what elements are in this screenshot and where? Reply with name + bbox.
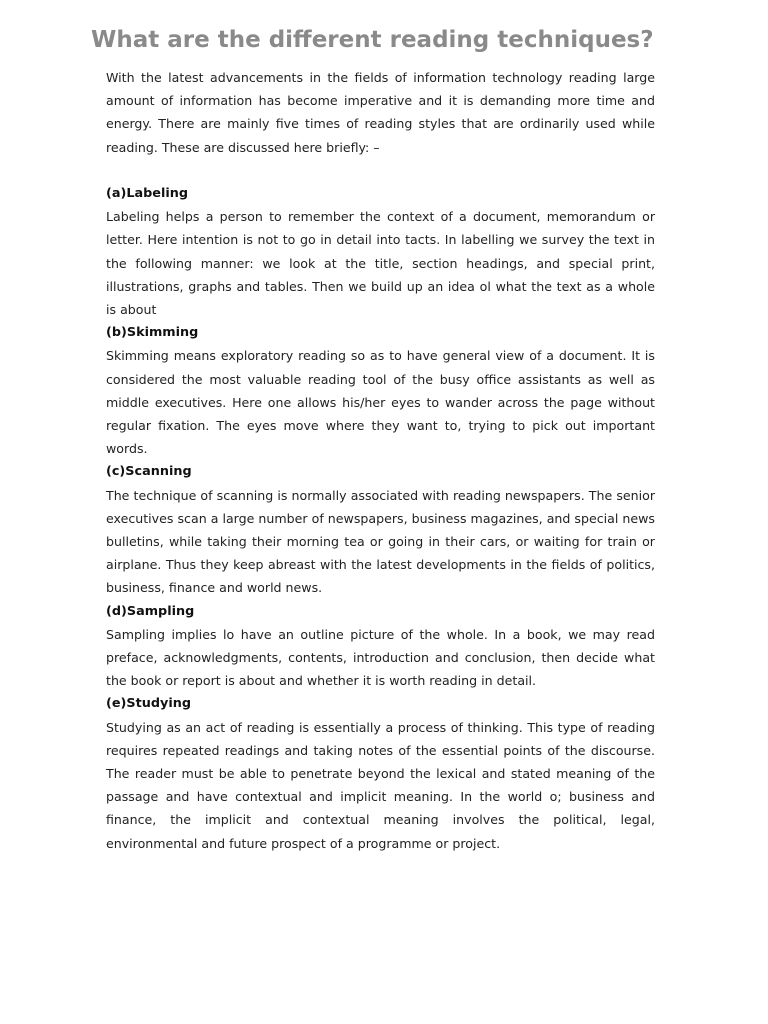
section-scanning <box>106 460 655 599</box>
section-heading: (b)Skimming <box>106 325 199 341</box>
section-labeling <box>106 182 655 321</box>
section-paragraph: Skimming means exploratory reading so as to have general view of a document. It is considered the most valuable reading tool of the busy office assistants as well as middle executives. Here one allows his/her eyes to wander across the page without regular fixation. The eyes move where they want to, trying to pick out important words. <box>106 348 655 457</box>
section-heading: (a)Labeling <box>106 186 189 201</box>
section-paragraph: Sampling implies lo have an outline picture of the whole. In a book, we may read preface, acknowledgments, contents, introduction and conclusion, then decide what the book or report is about and whether it is worth reading in detail. <box>106 626 655 689</box>
document-body <box>106 66 655 855</box>
section-heading: (c)Scanning <box>106 464 192 480</box>
page-title: What are the different reading techniques? <box>91 27 654 53</box>
section-heading: (e)Studying <box>106 696 191 712</box>
section-paragraph: The technique of scanning is normally associated with reading newspapers. The senior executives scan a large number of newspapers, business magazines, and special news bulletins, while taking their morning tea or going in their cars, or waiting for train or airplane. Thus they keep abreast with the latest developments in the fields of politics, business, finance and world news. <box>106 487 655 596</box>
section-sampling <box>106 600 655 693</box>
section-skimming <box>106 321 655 460</box>
intro-paragraph: With the latest advancements in the fields of information technology reading large amount of information has become imperative and it is demanding more time and energy. There are mainly five times of reading styles that are ordinarily used while reading. These are discussed here briefly: – <box>106 70 655 155</box>
section-paragraph: Labeling helps a person to remember the context of a document, memorandum or letter. Here intention is not to go in detail into tacts. In labelling we survey the text in the following manner: we look at the title, section headings, and special print, illustrations, graphs and tables. Then we build up an idea ol what the text as a whole is about <box>106 209 655 318</box>
section-paragraph: Studying as an act of reading is essentially a process of thinking. This type of reading requires repeated readings and taking notes of the essential points of the discourse. The reader must be able to penetrate beyond the lexical and stated meaning of the passage and have contextual and implicit meaning. In the world o; business and finance, the implicit and contextual meaning involves the political, legal, environmental and future prospect of a programme or project. <box>106 719 655 851</box>
section-studying <box>106 692 655 854</box>
section-heading: (d)Sampling <box>106 603 195 619</box>
